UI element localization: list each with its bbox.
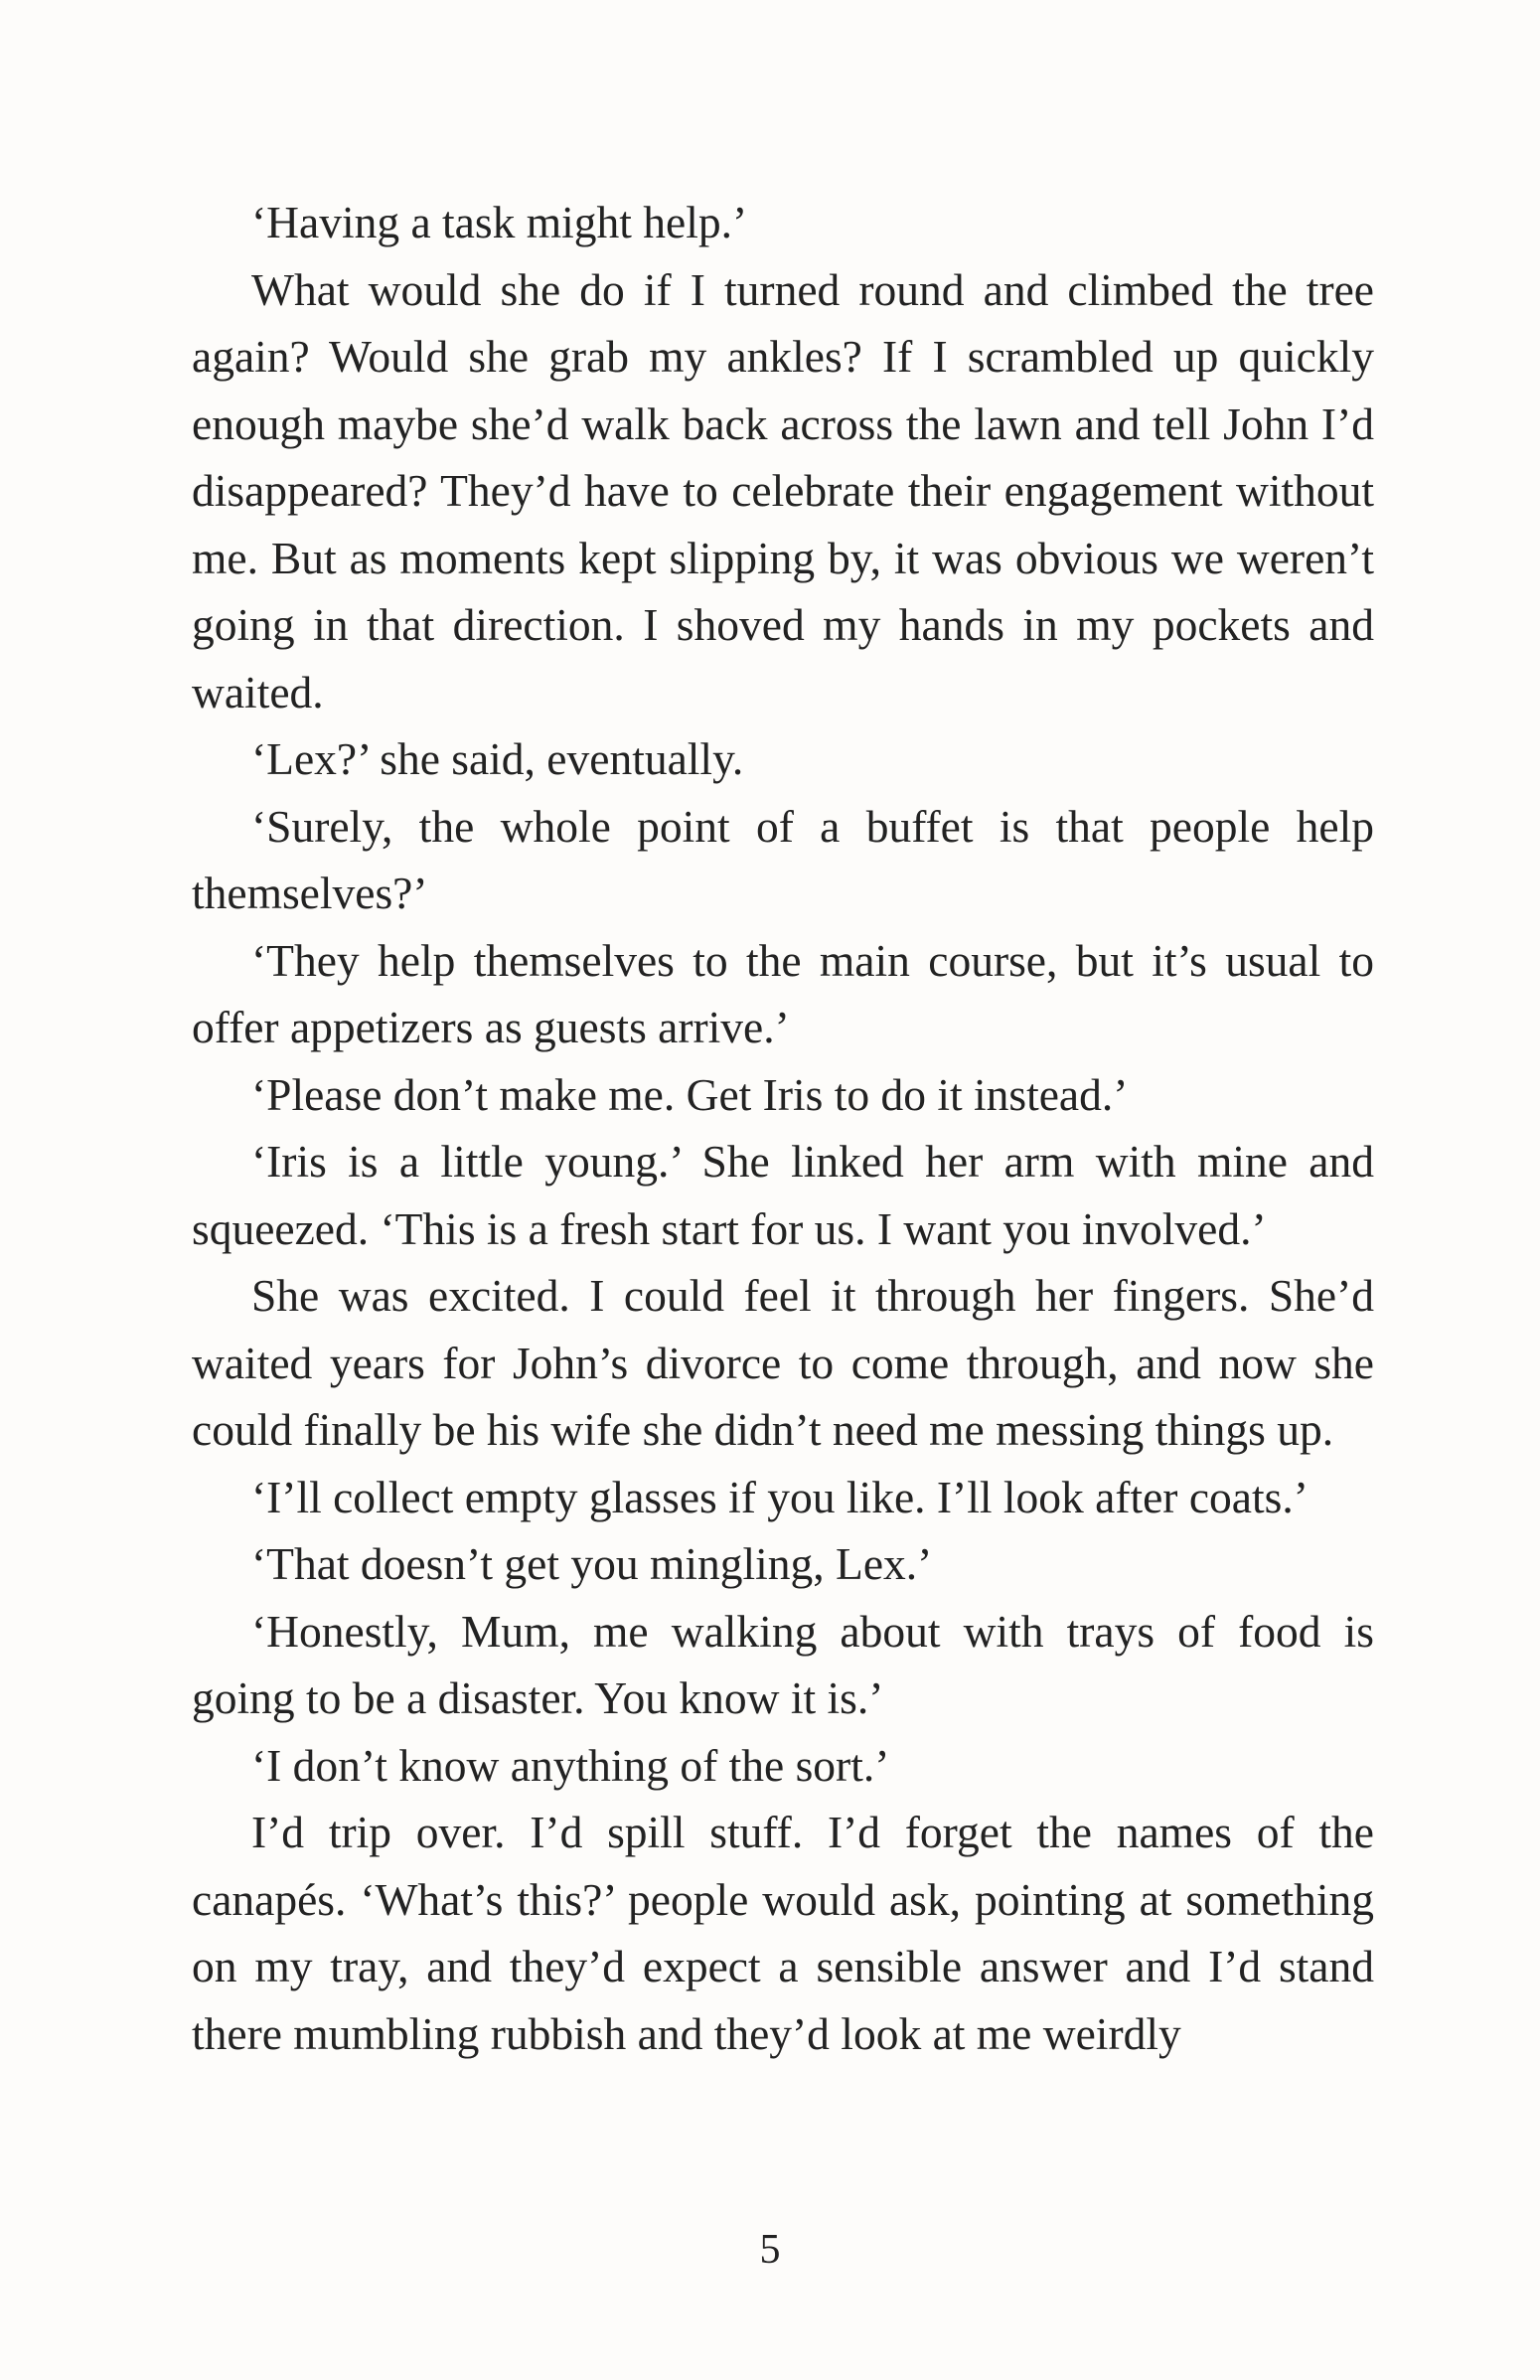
paragraph: I’d trip over. I’d spill stuff. I’d forget the names of the canapés. ‘What’s this?’ people would ask, pointing at something on my tray, and they’d expect a sensible answer and I’d stand there mumbling rubbish and they’d look at me weirdly bbox=[192, 1807, 1374, 2059]
paragraph: ‘They help themselves to the main course, but it’s usual to offer appetizers as guests arrive.’ bbox=[192, 934, 1374, 1052]
paragraph: ‘I don’t know anything of the sort.’ bbox=[251, 1739, 890, 1791]
paragraph: She was excited. I could feel it through her fingers. She’d waited years for John’s divorce to come through, and now she could finally be his wife she didn’t need me messing things up. bbox=[192, 1270, 1374, 1455]
paragraph: ‘That doesn’t get you mingling, Lex.’ bbox=[251, 1538, 933, 1589]
body-text bbox=[192, 189, 1374, 2067]
paragraph: ‘Lex?’ she said, eventually. bbox=[251, 733, 744, 784]
paragraph: ‘Surely, the whole point of a buffet is that people help themselves?’ bbox=[192, 800, 1374, 918]
page-number: 5 bbox=[759, 2227, 781, 2273]
paragraph: ‘Iris is a little young.’ She linked her arm with mine and squeezed. ‘This is a fresh start for us. I want you involved.’ bbox=[192, 1136, 1374, 1254]
paragraph: ‘I’ll collect empty glasses if you like. I’ll look after coats.’ bbox=[251, 1471, 1309, 1522]
paragraph: ‘Please don’t make me. Get Iris to do it instead.’ bbox=[251, 1068, 1129, 1120]
paragraph: What would she do if I turned round and climbed the tree again? Would she grab my ankles? If I scrambled up quickly enough maybe she’d walk back across the lawn and tell John I’d disappeared? They’d have to celebrate their engagement without me. But as moments kept slipping by, it was obvious we weren’t going in that direction. I shoved my hands in my pockets and waited. bbox=[192, 263, 1374, 717]
paragraph: ‘Honestly, Mum, me walking about with trays of food is going to be a disaster. You know it is.’ bbox=[192, 1605, 1374, 1723]
paragraph: ‘Having a task might help.’ bbox=[251, 197, 748, 247]
